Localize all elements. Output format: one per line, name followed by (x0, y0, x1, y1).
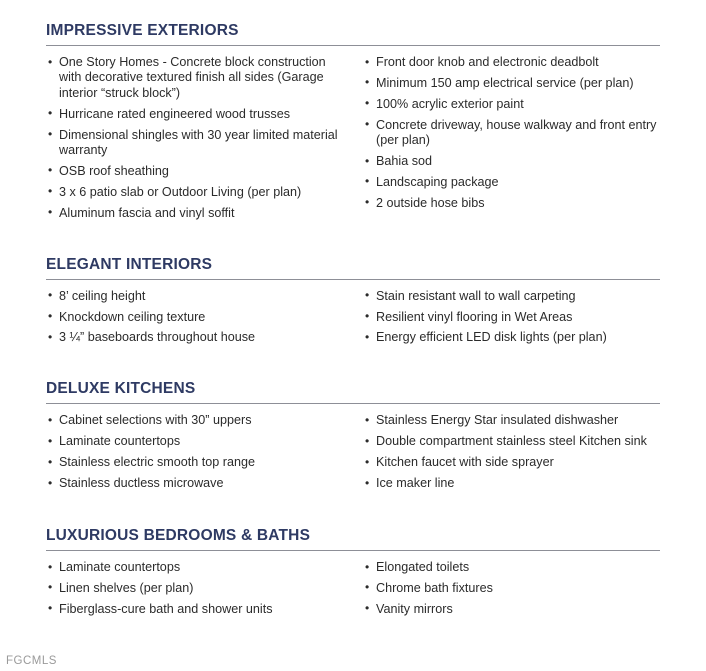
list-item: • Front door knob and electronic deadbolt (363, 55, 660, 70)
list-item: • 2 outside hose bibs (363, 196, 660, 211)
list-item: • Linen shelves (per plan) (46, 581, 339, 596)
column-right (353, 289, 660, 352)
column-left (46, 413, 353, 497)
list-item: • Knockdown ceiling texture (46, 310, 339, 325)
list-item: • Concrete driveway, house walkway and front entry (per plan) (363, 118, 660, 149)
section-elegant-interiors (0, 227, 706, 352)
list-item: • Bahia sod (363, 154, 660, 169)
list-item: • Laminate countertops (46, 434, 339, 449)
section-luxurious-bedrooms-baths (0, 497, 706, 623)
list-item: • 8’ ceiling height (46, 289, 339, 304)
list-item: • Minimum 150 amp electrical service (per plan) (363, 76, 660, 91)
list-item: • Stainless ductless microwave (46, 476, 339, 491)
list-item: • Ice maker line (363, 476, 660, 491)
list-item: • Laminate countertops (46, 560, 339, 575)
list-item: • 3 x 6 patio slab or Outdoor Living (per plan) (46, 185, 339, 200)
list-item: • Dimensional shingles with 30 year limited material warranty (46, 128, 339, 159)
column-right (353, 560, 660, 623)
list-item: • Aluminum fascia and vinyl soffit (46, 206, 339, 221)
list-item: • Stainless electric smooth top range (46, 455, 339, 470)
column-right (353, 55, 660, 227)
feature-list (46, 560, 339, 617)
section-deluxe-kitchens (0, 351, 706, 497)
list-item: • 3 ¼” baseboards throughout house (46, 330, 339, 345)
list-item: • Elongated toilets (363, 560, 660, 575)
section-title: LUXURIOUS BEDROOMS & BATHS (46, 527, 660, 551)
list-item: • Stainless Energy Star insulated dishwasher (363, 413, 660, 428)
feature-list (46, 413, 339, 491)
feature-list (363, 55, 660, 211)
list-item: • Hurricane rated engineered wood trusses (46, 107, 339, 122)
watermark: FGCMLS (6, 655, 57, 667)
section-columns (46, 55, 660, 227)
list-item: • Energy efficient LED disk lights (per plan) (363, 330, 660, 345)
feature-list (363, 289, 660, 346)
list-item: • Landscaping package (363, 175, 660, 190)
list-item: • Cabinet selections with 30” uppers (46, 413, 339, 428)
feature-list (46, 289, 339, 346)
feature-list (363, 413, 660, 491)
list-item: • Kitchen faucet with side sprayer (363, 455, 660, 470)
column-right (353, 413, 660, 497)
section-columns (46, 560, 660, 623)
section-title: DELUXE KITCHENS (46, 380, 660, 404)
list-item: • Chrome bath fixtures (363, 581, 660, 596)
section-columns (46, 413, 660, 497)
list-item: • 100% acrylic exterior paint (363, 97, 660, 112)
section-columns (46, 289, 660, 352)
list-item: • Resilient vinyl flooring in Wet Areas (363, 310, 660, 325)
list-item: • Vanity mirrors (363, 602, 660, 617)
feature-list (46, 55, 339, 221)
list-item: • Fiberglass-cure bath and shower units (46, 602, 339, 617)
column-left (46, 560, 353, 623)
list-item: • Double compartment stainless steel Kitchen sink (363, 434, 660, 449)
section-title: ELEGANT INTERIORS (46, 256, 660, 280)
column-left (46, 55, 353, 227)
feature-list (363, 560, 660, 617)
section-impressive-exteriors (0, 0, 706, 227)
section-title: IMPRESSIVE EXTERIORS (46, 22, 660, 46)
list-item: • One Story Homes - Concrete block construction with decorative textured finish all sides (Garage interior “struck block”) (46, 55, 339, 101)
column-left (46, 289, 353, 352)
list-item: • OSB roof sheathing (46, 164, 339, 179)
list-item: • Stain resistant wall to wall carpeting (363, 289, 660, 304)
